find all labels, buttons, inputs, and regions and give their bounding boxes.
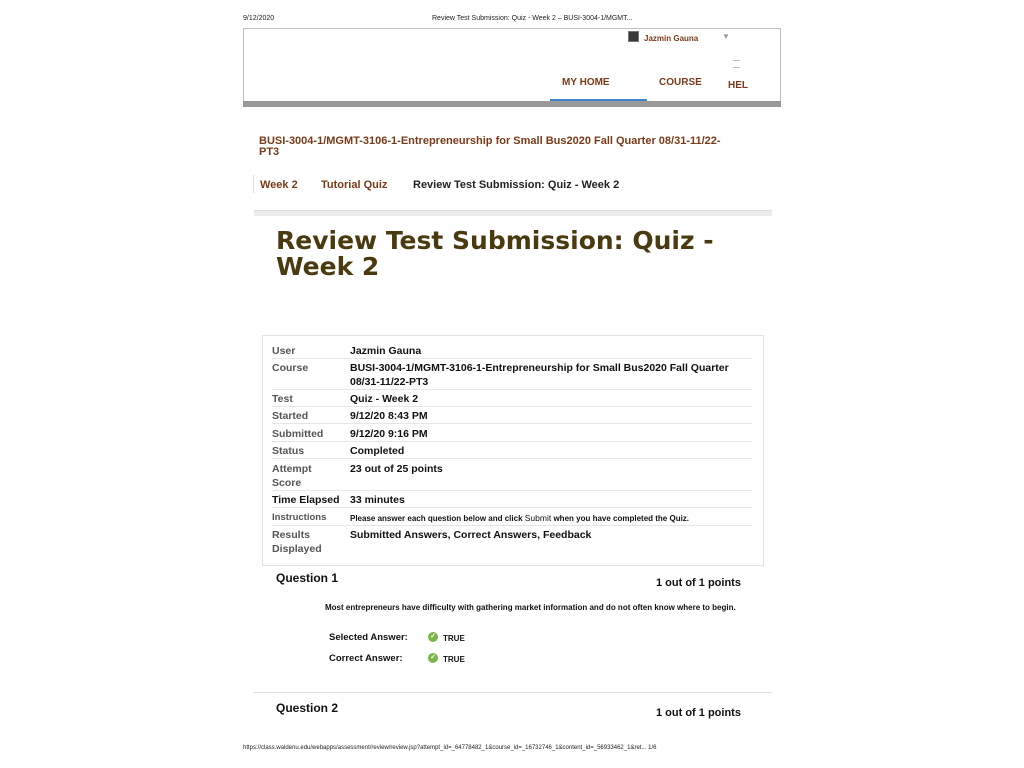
user-menu-name[interactable]: Jazmin Gauna	[644, 34, 699, 43]
summary-value: 9/12/20 8:43 PM	[350, 410, 428, 422]
summary-row-user	[272, 344, 752, 359]
summary-row-time-elapsed	[272, 493, 752, 508]
question-1-title: Question 1	[276, 571, 339, 585]
correct-answer-label: Correct Answer:	[329, 653, 403, 664]
summary-row-attempt-score	[272, 462, 752, 491]
app-header	[243, 28, 781, 102]
question-1-score: 1 out of 1 points	[656, 577, 741, 589]
summary-value: BUSI-3004-1/MGMT-3106-1-Entrepreneurship for Small Bus2020 Fall Quarter 08/31-11/22-PT3	[350, 362, 729, 388]
menu-dash-1: —	[733, 57, 740, 64]
summary-value: 9/12/20 9:16 PM	[350, 428, 428, 440]
summary-row-instructions	[272, 511, 752, 526]
summary-value	[350, 511, 689, 526]
summary-row-submitted	[272, 427, 752, 442]
summary-row-status	[272, 444, 752, 459]
check-circle-icon: ✓	[428, 653, 438, 663]
check-circle-icon: ✓	[428, 632, 438, 642]
summary-label: Status	[272, 445, 305, 457]
summary-row-started	[272, 409, 752, 424]
nav-my-home[interactable]: MY HOME	[562, 77, 610, 88]
print-footer-url: https://class.waldenu.edu/webapps/assessment/review/review.jsp?attempt_id=_64778482_1&course_id=_16732746_1&content_id=_56933462_1&ret... 1/6	[243, 745, 657, 751]
breadcrumb-current: Review Test Submission: Quiz - Week 2	[413, 179, 620, 191]
summary-value: Jazmin Gauna	[350, 345, 422, 357]
question-divider	[254, 692, 772, 693]
divider	[254, 210, 772, 216]
nav-active-indicator	[550, 99, 647, 101]
correct-answer-value: TRUE	[443, 655, 465, 664]
summary-label: Instructions	[272, 512, 327, 523]
summary-label: Submitted	[272, 428, 324, 440]
page-title: Review Test Submission: Quiz - Week 2	[276, 226, 714, 281]
summary-row-test	[272, 392, 752, 407]
selected-answer-value: TRUE	[443, 634, 465, 643]
summary-row-results-displayed	[272, 528, 752, 558]
question-1-text: Most entrepreneurs have difficulty with gathering market information and do not often know where to begin.	[325, 603, 736, 612]
summary-label: Course	[272, 362, 309, 374]
summary-value: 33 minutes	[350, 494, 405, 506]
menu-dash-2: —	[733, 64, 740, 71]
instructions-text: when you have completed the Quiz.	[553, 514, 690, 523]
summary-value: Quiz - Week 2	[350, 393, 419, 405]
avatar[interactable]	[628, 31, 639, 42]
summary-value: Submitted Answers, Correct Answers, Feedback	[350, 529, 592, 541]
summary-value: 23 out of 25 points	[350, 463, 443, 475]
print-doc-title: Review Test Submission: Quiz - Week 2 – BUSI-3004-1/MGMT...	[432, 15, 633, 22]
submit-word: Submit	[524, 513, 552, 523]
nav-course[interactable]: COURSE	[659, 77, 702, 88]
summary-row-course	[272, 361, 752, 390]
summary-label: Time Elapsed	[272, 494, 340, 506]
instructions-text: Please answer each question below and click	[350, 514, 523, 523]
summary-label: Started	[272, 410, 309, 422]
breadcrumb-divider	[253, 175, 254, 193]
breadcrumb-week[interactable]: Week 2	[260, 179, 298, 191]
course-title[interactable]: BUSI-3004-1/MGMT-3106-1-Entrepreneurship for Small Bus2020 Fall Quarter 08/31-11/22-PT3	[259, 135, 721, 158]
question-2-score: 1 out of 1 points	[656, 707, 741, 719]
app-header-bottom-bar	[243, 101, 781, 107]
selected-answer-label: Selected Answer:	[329, 632, 408, 643]
question-2-title: Question 2	[276, 701, 339, 715]
chevron-down-icon[interactable]: ▼	[722, 32, 730, 41]
summary-label: Test	[272, 393, 293, 405]
breadcrumb-tutorial-quiz[interactable]: Tutorial Quiz	[321, 179, 388, 191]
summary-label: Attempt Score	[272, 463, 312, 489]
summary-label: Results Displayed	[272, 529, 322, 555]
status-badge: Completed	[350, 445, 405, 457]
print-date: 9/12/2020	[243, 15, 275, 22]
nav-help[interactable]: HEL	[728, 80, 748, 91]
summary-label: User	[272, 345, 296, 357]
